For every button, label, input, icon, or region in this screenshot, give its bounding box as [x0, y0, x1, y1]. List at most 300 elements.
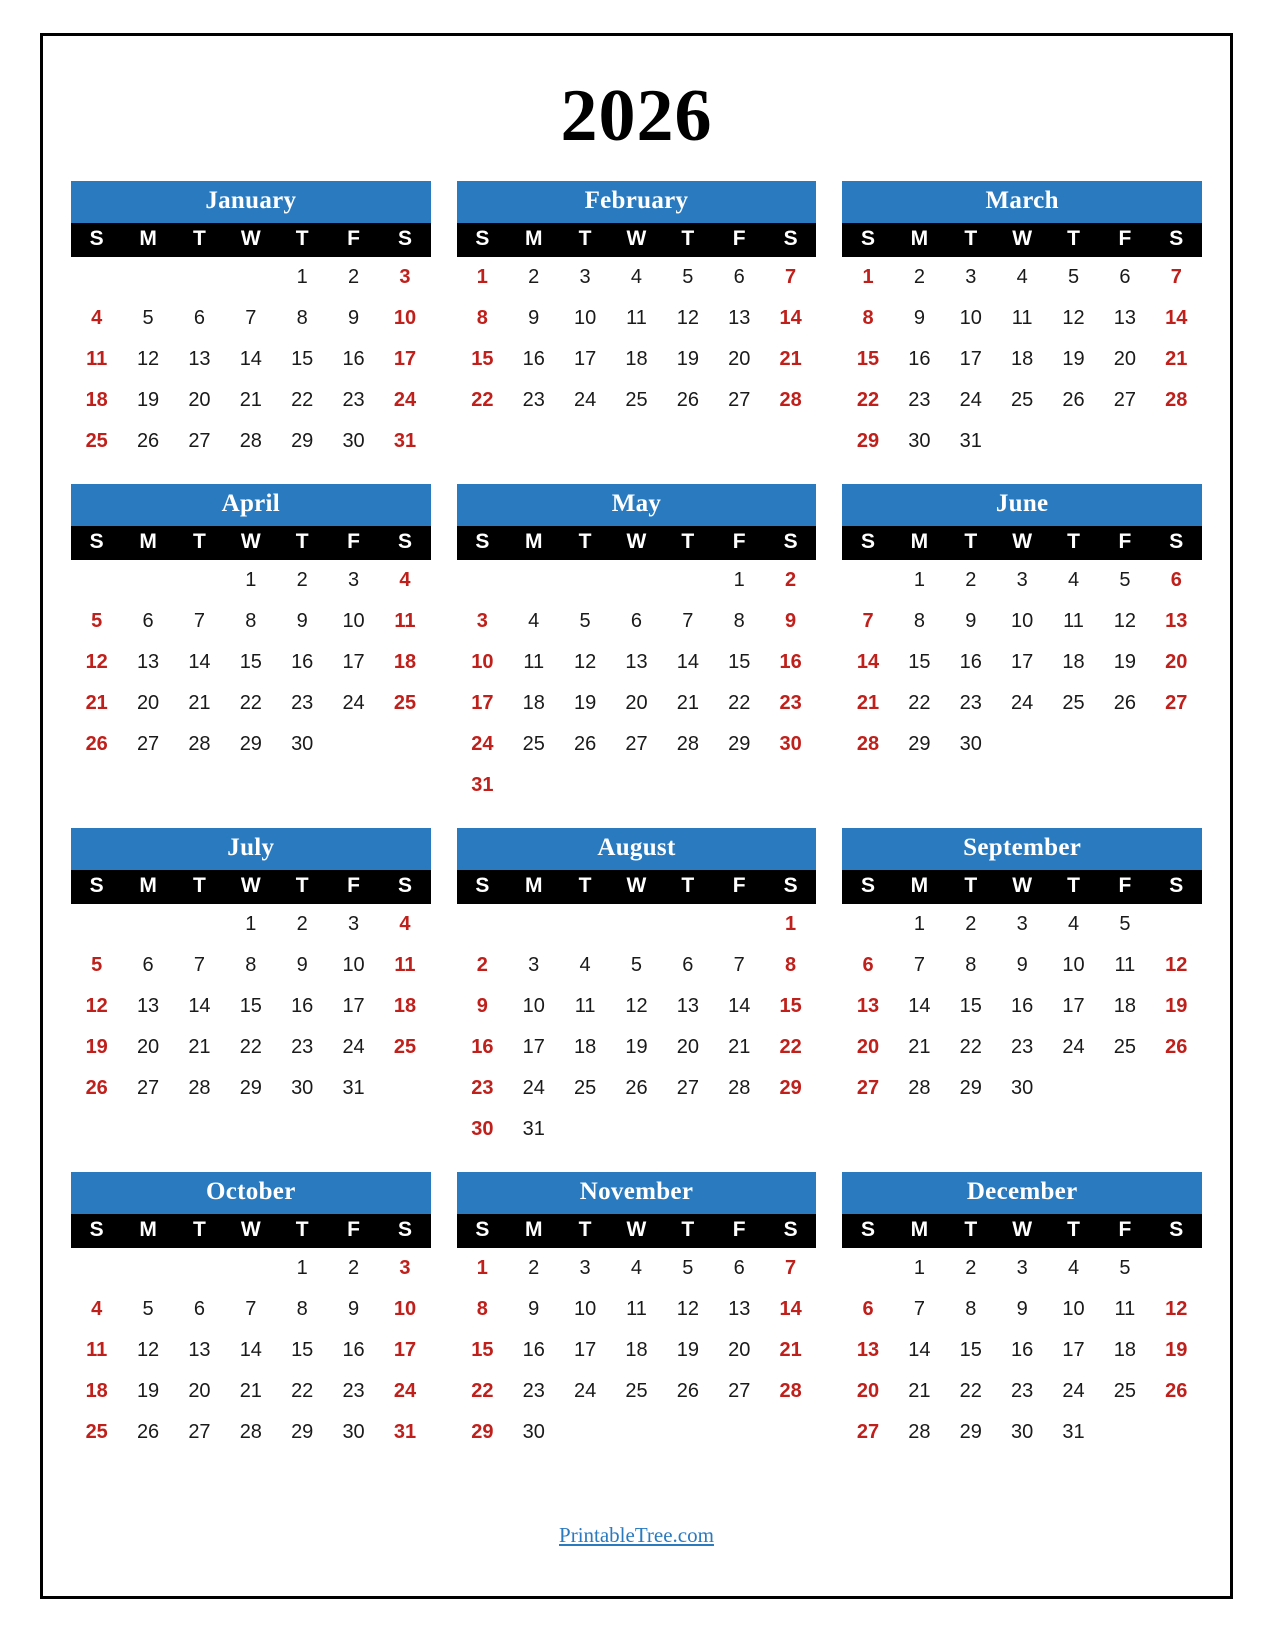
day-cell[interactable]: 3: [476, 610, 488, 632]
day-cell[interactable]: 7: [682, 610, 694, 632]
day-cell[interactable]: 22: [856, 389, 880, 411]
day-cell[interactable]: 12: [1113, 610, 1137, 632]
day-cell[interactable]: 21: [908, 1036, 931, 1058]
day-cell[interactable]: 6: [862, 1298, 874, 1320]
day-cell[interactable]: 2: [785, 569, 797, 591]
day-cell[interactable]: 31: [959, 430, 982, 452]
day-cell[interactable]: 28: [188, 1077, 211, 1099]
day-cell[interactable]: 19: [676, 1339, 699, 1361]
day-cell[interactable]: 22: [728, 692, 751, 714]
day-cell[interactable]: 10: [393, 1298, 417, 1320]
day-cell[interactable]: 19: [676, 348, 699, 370]
day-cell[interactable]: 9: [296, 954, 308, 976]
day-cell[interactable]: 13: [728, 307, 751, 329]
day-cell[interactable]: 24: [342, 1036, 365, 1058]
day-cell[interactable]: 3: [399, 266, 411, 288]
day-cell[interactable]: 19: [1113, 651, 1137, 673]
day-cell[interactable]: 28: [779, 1380, 802, 1402]
day-cell[interactable]: 18: [625, 1339, 648, 1361]
day-cell[interactable]: 25: [85, 1421, 108, 1443]
day-cell[interactable]: 17: [1011, 651, 1034, 673]
day-cell[interactable]: 16: [908, 348, 931, 370]
day-cell[interactable]: 2: [348, 1257, 360, 1279]
day-cell[interactable]: 25: [393, 692, 417, 714]
day-cell[interactable]: 11: [626, 1298, 647, 1320]
day-cell[interactable]: 11: [1114, 1298, 1136, 1320]
day-cell[interactable]: 3: [1016, 569, 1028, 591]
day-cell[interactable]: 12: [625, 995, 648, 1017]
day-cell[interactable]: 5: [91, 610, 103, 632]
day-cell[interactable]: 21: [908, 1380, 931, 1402]
day-cell[interactable]: 24: [959, 389, 982, 411]
day-cell[interactable]: 11: [574, 995, 596, 1017]
day-cell[interactable]: 25: [1062, 692, 1085, 714]
day-cell[interactable]: 2: [965, 1257, 977, 1279]
day-cell[interactable]: 17: [342, 651, 365, 673]
day-cell[interactable]: 10: [573, 1298, 597, 1320]
day-cell[interactable]: 12: [573, 651, 597, 673]
day-cell[interactable]: 26: [136, 1421, 160, 1443]
day-cell[interactable]: 23: [522, 389, 545, 411]
day-cell[interactable]: 10: [959, 307, 982, 329]
day-cell[interactable]: 1: [733, 569, 745, 591]
day-cell[interactable]: 2: [913, 266, 925, 288]
day-cell[interactable]: 27: [728, 1380, 751, 1402]
day-cell[interactable]: 7: [1170, 266, 1182, 288]
day-cell[interactable]: 23: [779, 692, 802, 714]
day-cell[interactable]: 10: [471, 651, 494, 673]
day-cell[interactable]: 9: [965, 610, 977, 632]
day-cell[interactable]: 27: [1165, 692, 1188, 714]
day-cell[interactable]: 8: [862, 307, 874, 329]
day-cell[interactable]: 2: [296, 913, 308, 935]
day-cell[interactable]: 2: [965, 569, 977, 591]
day-cell[interactable]: 21: [779, 348, 802, 370]
day-cell[interactable]: 22: [959, 1036, 982, 1058]
day-cell[interactable]: 23: [522, 1380, 545, 1402]
day-cell[interactable]: 27: [188, 1421, 211, 1443]
day-cell[interactable]: 28: [779, 389, 802, 411]
day-cell[interactable]: 1: [296, 266, 308, 288]
day-cell[interactable]: 13: [188, 348, 211, 370]
day-cell[interactable]: 13: [856, 1339, 880, 1361]
day-cell[interactable]: 10: [1062, 954, 1085, 976]
day-cell[interactable]: 19: [85, 1036, 108, 1058]
day-cell[interactable]: 11: [1063, 610, 1084, 632]
day-cell[interactable]: 3: [965, 266, 977, 288]
day-cell[interactable]: 16: [342, 348, 365, 370]
day-cell[interactable]: 31: [522, 1118, 545, 1140]
day-cell[interactable]: 14: [676, 651, 699, 673]
day-cell[interactable]: 2: [528, 266, 540, 288]
day-cell[interactable]: 30: [1011, 1077, 1034, 1099]
day-cell[interactable]: 8: [296, 307, 308, 329]
day-cell[interactable]: 14: [779, 1298, 802, 1320]
day-cell[interactable]: 23: [959, 692, 982, 714]
day-cell[interactable]: 18: [393, 995, 417, 1017]
day-cell[interactable]: 3: [579, 1257, 591, 1279]
day-cell[interactable]: 21: [728, 1036, 751, 1058]
day-cell[interactable]: 14: [239, 348, 262, 370]
day-cell[interactable]: 5: [579, 610, 591, 632]
day-cell[interactable]: 1: [476, 266, 488, 288]
day-cell[interactable]: 9: [785, 610, 797, 632]
day-cell[interactable]: 15: [959, 995, 982, 1017]
day-cell[interactable]: 7: [913, 954, 925, 976]
day-cell[interactable]: 25: [85, 430, 108, 452]
day-cell[interactable]: 26: [85, 1077, 108, 1099]
day-cell[interactable]: 21: [85, 692, 108, 714]
day-cell[interactable]: 6: [733, 266, 745, 288]
day-cell[interactable]: 31: [471, 774, 494, 796]
day-cell[interactable]: 3: [348, 569, 360, 591]
day-cell[interactable]: 5: [682, 266, 694, 288]
day-cell[interactable]: 16: [1011, 1339, 1034, 1361]
day-cell[interactable]: 24: [1062, 1380, 1085, 1402]
day-cell[interactable]: 1: [913, 1257, 925, 1279]
day-cell[interactable]: 16: [1011, 995, 1034, 1017]
day-cell[interactable]: 18: [573, 1036, 597, 1058]
day-cell[interactable]: 14: [856, 651, 880, 673]
day-cell[interactable]: 15: [779, 995, 802, 1017]
day-cell[interactable]: 29: [728, 733, 751, 755]
day-cell[interactable]: 27: [625, 733, 648, 755]
day-cell[interactable]: 13: [188, 1339, 211, 1361]
day-cell[interactable]: 28: [676, 733, 699, 755]
day-cell[interactable]: 25: [1011, 389, 1034, 411]
day-cell[interactable]: 11: [86, 348, 108, 370]
day-cell[interactable]: 28: [1165, 389, 1188, 411]
day-cell[interactable]: 26: [676, 1380, 699, 1402]
day-cell[interactable]: 8: [965, 954, 977, 976]
day-cell[interactable]: 19: [1165, 1339, 1188, 1361]
day-cell[interactable]: 2: [296, 569, 308, 591]
day-cell[interactable]: 20: [728, 1339, 751, 1361]
day-cell[interactable]: 7: [193, 610, 205, 632]
day-cell[interactable]: 29: [471, 1421, 494, 1443]
day-cell[interactable]: 13: [1165, 610, 1188, 632]
day-cell[interactable]: 24: [471, 733, 494, 755]
day-cell[interactable]: 30: [522, 1421, 545, 1443]
day-cell[interactable]: 31: [1062, 1421, 1085, 1443]
day-cell[interactable]: 30: [342, 430, 365, 452]
day-cell[interactable]: 14: [908, 1339, 931, 1361]
day-cell[interactable]: 17: [1062, 995, 1085, 1017]
day-cell[interactable]: 20: [676, 1036, 699, 1058]
day-cell[interactable]: 17: [1062, 1339, 1085, 1361]
day-cell[interactable]: 26: [625, 1077, 648, 1099]
day-cell[interactable]: 6: [682, 954, 694, 976]
day-cell[interactable]: 1: [862, 266, 874, 288]
day-cell[interactable]: 7: [785, 1257, 797, 1279]
day-cell[interactable]: 12: [136, 1339, 160, 1361]
day-cell[interactable]: 4: [528, 610, 540, 632]
day-cell[interactable]: 30: [291, 733, 314, 755]
day-cell[interactable]: 7: [245, 1298, 257, 1320]
day-cell[interactable]: 6: [193, 307, 205, 329]
day-cell[interactable]: 15: [908, 651, 931, 673]
day-cell[interactable]: 27: [1113, 389, 1137, 411]
day-cell[interactable]: 21: [779, 1339, 802, 1361]
day-cell[interactable]: 16: [959, 651, 982, 673]
day-cell[interactable]: 28: [239, 430, 262, 452]
day-cell[interactable]: 21: [676, 692, 699, 714]
day-cell[interactable]: 10: [342, 610, 365, 632]
day-cell[interactable]: 19: [625, 1036, 648, 1058]
day-cell[interactable]: 10: [522, 995, 545, 1017]
day-cell[interactable]: 24: [1011, 692, 1034, 714]
day-cell[interactable]: 29: [779, 1077, 802, 1099]
day-cell[interactable]: 15: [728, 651, 751, 673]
day-cell[interactable]: 15: [471, 1339, 494, 1361]
day-cell[interactable]: 3: [348, 913, 360, 935]
day-cell[interactable]: 31: [393, 1421, 417, 1443]
day-cell[interactable]: 22: [471, 389, 494, 411]
day-cell[interactable]: 10: [573, 307, 597, 329]
day-cell[interactable]: 11: [394, 610, 416, 632]
day-cell[interactable]: 17: [393, 348, 417, 370]
day-cell[interactable]: 4: [579, 954, 591, 976]
day-cell[interactable]: 26: [136, 430, 160, 452]
day-cell[interactable]: 5: [630, 954, 643, 976]
day-cell[interactable]: 16: [522, 348, 545, 370]
day-cell[interactable]: 17: [471, 692, 494, 714]
day-cell[interactable]: 7: [862, 610, 874, 632]
day-cell[interactable]: 27: [188, 430, 211, 452]
day-cell[interactable]: 13: [856, 995, 880, 1017]
day-cell[interactable]: 14: [188, 651, 211, 673]
day-cell[interactable]: 15: [239, 995, 262, 1017]
day-cell[interactable]: 10: [1011, 610, 1034, 632]
day-cell[interactable]: 4: [91, 1298, 103, 1320]
day-cell[interactable]: 27: [136, 1077, 160, 1099]
day-cell[interactable]: 4: [399, 569, 411, 591]
day-cell[interactable]: 14: [908, 995, 931, 1017]
day-cell[interactable]: 17: [573, 348, 597, 370]
day-cell[interactable]: 7: [193, 954, 205, 976]
day-cell[interactable]: 16: [471, 1036, 494, 1058]
day-cell[interactable]: 8: [913, 610, 925, 632]
day-cell[interactable]: 20: [188, 389, 211, 411]
day-cell[interactable]: 26: [1113, 692, 1137, 714]
day-cell[interactable]: 9: [1016, 954, 1028, 976]
day-cell[interactable]: 6: [142, 610, 154, 632]
day-cell[interactable]: 24: [522, 1077, 545, 1099]
day-cell[interactable]: 12: [676, 307, 699, 329]
day-cell[interactable]: 8: [476, 307, 488, 329]
day-cell[interactable]: 13: [728, 1298, 751, 1320]
day-cell[interactable]: 22: [908, 692, 931, 714]
day-cell[interactable]: 26: [85, 733, 108, 755]
day-cell[interactable]: 24: [393, 389, 417, 411]
day-cell[interactable]: 12: [85, 995, 108, 1017]
day-cell[interactable]: 7: [913, 1298, 925, 1320]
day-cell[interactable]: 6: [630, 610, 643, 632]
day-cell[interactable]: 5: [1119, 569, 1131, 591]
day-cell[interactable]: 28: [728, 1077, 751, 1099]
day-cell[interactable]: 14: [1165, 307, 1188, 329]
day-cell[interactable]: 4: [1067, 569, 1080, 591]
day-cell[interactable]: 11: [523, 651, 545, 673]
day-cell[interactable]: 3: [1016, 913, 1028, 935]
day-cell[interactable]: 10: [1062, 1298, 1085, 1320]
day-cell[interactable]: 27: [676, 1077, 699, 1099]
day-cell[interactable]: 7: [785, 266, 797, 288]
day-cell[interactable]: 12: [136, 348, 160, 370]
day-cell[interactable]: 16: [291, 651, 314, 673]
day-cell[interactable]: 22: [959, 1380, 982, 1402]
day-cell[interactable]: 15: [471, 348, 494, 370]
day-cell[interactable]: 20: [625, 692, 648, 714]
day-cell[interactable]: 13: [136, 651, 160, 673]
day-cell[interactable]: 15: [239, 651, 262, 673]
day-cell[interactable]: 20: [728, 348, 751, 370]
day-cell[interactable]: 2: [528, 1257, 540, 1279]
day-cell[interactable]: 4: [630, 1257, 643, 1279]
day-cell[interactable]: 26: [1165, 1380, 1188, 1402]
day-cell[interactable]: 30: [779, 733, 802, 755]
day-cell[interactable]: 18: [85, 389, 108, 411]
day-cell[interactable]: 19: [136, 389, 160, 411]
day-cell[interactable]: 25: [1113, 1036, 1137, 1058]
day-cell[interactable]: 29: [291, 1421, 314, 1443]
day-cell[interactable]: 25: [625, 1380, 648, 1402]
day-cell[interactable]: 27: [856, 1077, 880, 1099]
day-cell[interactable]: 19: [136, 1380, 160, 1402]
day-cell[interactable]: 30: [1011, 1421, 1034, 1443]
day-cell[interactable]: 17: [573, 1339, 597, 1361]
day-cell[interactable]: 16: [291, 995, 314, 1017]
day-cell[interactable]: 21: [239, 389, 262, 411]
day-cell[interactable]: 7: [245, 307, 257, 329]
day-cell[interactable]: 29: [291, 430, 314, 452]
day-cell[interactable]: 9: [476, 995, 488, 1017]
day-cell[interactable]: 21: [188, 1036, 211, 1058]
day-cell[interactable]: 23: [342, 1380, 365, 1402]
day-cell[interactable]: 4: [399, 913, 411, 935]
day-cell[interactable]: 14: [728, 995, 751, 1017]
day-cell[interactable]: 29: [856, 430, 880, 452]
day-cell[interactable]: 29: [908, 733, 931, 755]
day-cell[interactable]: 18: [393, 651, 417, 673]
day-cell[interactable]: 19: [573, 692, 597, 714]
day-cell[interactable]: 4: [630, 266, 643, 288]
day-cell[interactable]: 22: [291, 389, 314, 411]
day-cell[interactable]: 4: [1016, 266, 1028, 288]
day-cell[interactable]: 9: [528, 307, 540, 329]
day-cell[interactable]: 8: [296, 1298, 308, 1320]
day-cell[interactable]: 28: [908, 1421, 931, 1443]
day-cell[interactable]: 21: [856, 692, 880, 714]
day-cell[interactable]: 12: [1165, 954, 1188, 976]
day-cell[interactable]: 13: [625, 651, 648, 673]
day-cell[interactable]: 28: [239, 1421, 262, 1443]
day-cell[interactable]: 20: [1165, 651, 1188, 673]
day-cell[interactable]: 5: [1067, 266, 1080, 288]
day-cell[interactable]: 1: [296, 1257, 308, 1279]
day-cell[interactable]: 20: [856, 1380, 880, 1402]
day-cell[interactable]: 3: [399, 1257, 411, 1279]
day-cell[interactable]: 8: [245, 610, 257, 632]
day-cell[interactable]: 20: [136, 692, 160, 714]
day-cell[interactable]: 8: [245, 954, 257, 976]
day-cell[interactable]: 24: [1062, 1036, 1085, 1058]
day-cell[interactable]: 22: [291, 1380, 314, 1402]
day-cell[interactable]: 24: [573, 1380, 597, 1402]
day-cell[interactable]: 18: [1113, 1339, 1137, 1361]
day-cell[interactable]: 27: [856, 1421, 880, 1443]
day-cell[interactable]: 13: [676, 995, 699, 1017]
day-cell[interactable]: 6: [1170, 569, 1182, 591]
day-cell[interactable]: 12: [1062, 307, 1085, 329]
day-cell[interactable]: 4: [91, 307, 103, 329]
day-cell[interactable]: 18: [1113, 995, 1137, 1017]
day-cell[interactable]: 10: [342, 954, 365, 976]
day-cell[interactable]: 1: [913, 569, 925, 591]
day-cell[interactable]: 20: [856, 1036, 880, 1058]
day-cell[interactable]: 21: [188, 692, 211, 714]
day-cell[interactable]: 29: [959, 1421, 982, 1443]
day-cell[interactable]: 26: [1062, 389, 1085, 411]
day-cell[interactable]: 28: [188, 733, 211, 755]
day-cell[interactable]: 16: [522, 1339, 545, 1361]
day-cell[interactable]: 4: [1067, 1257, 1080, 1279]
day-cell[interactable]: 19: [1062, 348, 1085, 370]
day-cell[interactable]: 16: [342, 1339, 365, 1361]
day-cell[interactable]: 28: [856, 733, 880, 755]
day-cell[interactable]: 8: [733, 610, 745, 632]
day-cell[interactable]: 25: [625, 389, 648, 411]
day-cell[interactable]: 23: [291, 1036, 314, 1058]
day-cell[interactable]: 30: [291, 1077, 314, 1099]
day-cell[interactable]: 26: [1165, 1036, 1188, 1058]
day-cell[interactable]: 29: [239, 1077, 262, 1099]
day-cell[interactable]: 14: [779, 307, 802, 329]
day-cell[interactable]: 9: [348, 1298, 360, 1320]
day-cell[interactable]: 18: [85, 1380, 108, 1402]
day-cell[interactable]: 18: [1011, 348, 1034, 370]
day-cell[interactable]: 30: [342, 1421, 365, 1443]
day-cell[interactable]: 12: [1165, 1298, 1188, 1320]
day-cell[interactable]: 23: [908, 389, 931, 411]
day-cell[interactable]: 18: [625, 348, 648, 370]
day-cell[interactable]: 17: [959, 348, 982, 370]
day-cell[interactable]: 25: [522, 733, 545, 755]
day-cell[interactable]: 22: [239, 1036, 262, 1058]
day-cell[interactable]: 28: [908, 1077, 931, 1099]
day-cell[interactable]: 11: [1114, 954, 1136, 976]
day-cell[interactable]: 6: [733, 1257, 745, 1279]
day-cell[interactable]: 13: [136, 995, 160, 1017]
day-cell[interactable]: 25: [393, 1036, 417, 1058]
day-cell[interactable]: 18: [1062, 651, 1085, 673]
day-cell[interactable]: 5: [142, 307, 154, 329]
day-cell[interactable]: 31: [342, 1077, 365, 1099]
day-cell[interactable]: 6: [1119, 266, 1131, 288]
day-cell[interactable]: 10: [393, 307, 417, 329]
day-cell[interactable]: 29: [959, 1077, 982, 1099]
day-cell[interactable]: 25: [1113, 1380, 1137, 1402]
day-cell[interactable]: 21: [239, 1380, 262, 1402]
day-cell[interactable]: 9: [296, 610, 308, 632]
day-cell[interactable]: 20: [136, 1036, 160, 1058]
day-cell[interactable]: 6: [193, 1298, 205, 1320]
day-cell[interactable]: 2: [476, 954, 488, 976]
day-cell[interactable]: 11: [1011, 307, 1033, 329]
day-cell[interactable]: 1: [245, 569, 257, 591]
day-cell[interactable]: 5: [682, 1257, 694, 1279]
day-cell[interactable]: 25: [573, 1077, 597, 1099]
